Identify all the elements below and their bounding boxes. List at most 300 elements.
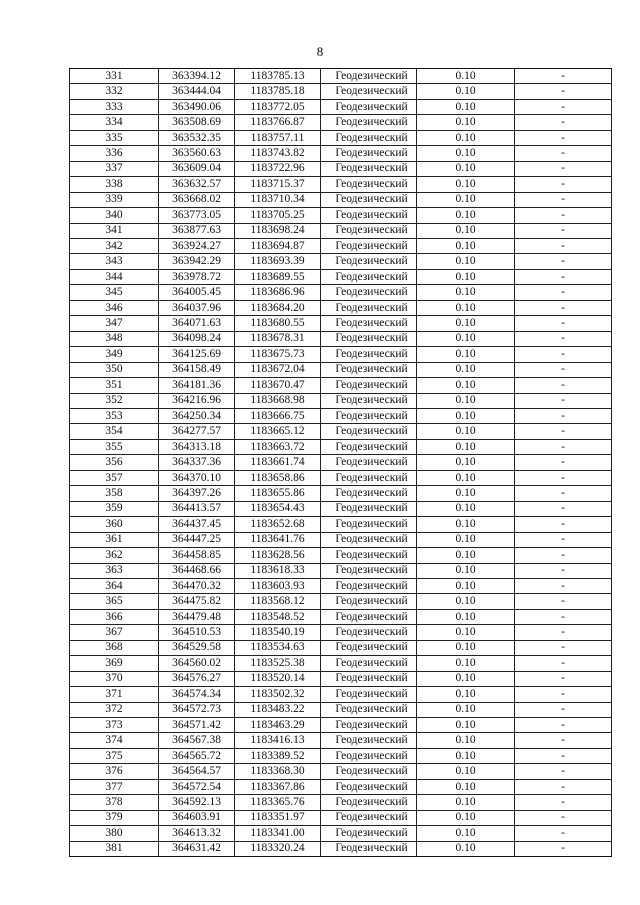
method-cell: Геодезический	[321, 69, 417, 84]
y-coordinate-cell: 1183722.96	[235, 161, 321, 176]
x-coordinate-cell: 364560.02	[159, 656, 235, 671]
y-coordinate-cell: 1183463.29	[235, 718, 321, 733]
point-number-cell: 363	[70, 563, 159, 578]
method-cell: Геодезический	[321, 532, 417, 547]
table-row	[70, 609, 612, 624]
point-number-cell: 370	[70, 671, 159, 686]
point-number-cell: 364	[70, 578, 159, 593]
table-row	[70, 439, 612, 454]
y-coordinate-cell: 1183686.96	[235, 285, 321, 300]
y-coordinate-cell: 1183351.97	[235, 810, 321, 825]
accuracy-cell: 0.10	[417, 594, 515, 609]
point-number-cell: 346	[70, 300, 159, 315]
page-number: 8	[316, 44, 324, 59]
coordinates-table-body	[70, 69, 612, 857]
point-number-cell: 354	[70, 424, 159, 439]
y-coordinate-cell: 1183666.75	[235, 408, 321, 423]
method-cell: Геодезический	[321, 748, 417, 763]
x-coordinate-cell: 363942.29	[159, 254, 235, 269]
y-coordinate-cell: 1183520.14	[235, 671, 321, 686]
x-coordinate-cell: 364567.38	[159, 733, 235, 748]
accuracy-cell: 0.10	[417, 841, 515, 856]
y-coordinate-cell: 1183689.55	[235, 269, 321, 284]
method-cell: Геодезический	[321, 408, 417, 423]
table-row	[70, 764, 612, 779]
description-cell: -	[515, 316, 612, 331]
y-coordinate-cell: 1183367.86	[235, 779, 321, 794]
y-coordinate-cell: 1183698.24	[235, 223, 321, 238]
point-number-cell: 372	[70, 702, 159, 717]
x-coordinate-cell: 364337.36	[159, 455, 235, 470]
table-row	[70, 748, 612, 763]
x-coordinate-cell: 364631.42	[159, 841, 235, 856]
accuracy-cell: 0.10	[417, 84, 515, 99]
point-number-cell: 341	[70, 223, 159, 238]
accuracy-cell: 0.10	[417, 269, 515, 284]
accuracy-cell: 0.10	[417, 656, 515, 671]
x-coordinate-cell: 363632.57	[159, 177, 235, 192]
accuracy-cell: 0.10	[417, 347, 515, 362]
accuracy-cell: 0.10	[417, 177, 515, 192]
table-row	[70, 548, 612, 563]
accuracy-cell: 0.10	[417, 130, 515, 145]
x-coordinate-cell: 364571.42	[159, 718, 235, 733]
point-number-cell: 374	[70, 733, 159, 748]
method-cell: Геодезический	[321, 455, 417, 470]
method-cell: Геодезический	[321, 733, 417, 748]
y-coordinate-cell: 1183678.31	[235, 331, 321, 346]
point-number-cell: 348	[70, 331, 159, 346]
y-coordinate-cell: 1183652.68	[235, 517, 321, 532]
description-cell: -	[515, 69, 612, 84]
method-cell: Геодезический	[321, 810, 417, 825]
y-coordinate-cell: 1183715.37	[235, 177, 321, 192]
method-cell: Геодезический	[321, 192, 417, 207]
table-row	[70, 702, 612, 717]
x-coordinate-cell: 364250.34	[159, 408, 235, 423]
method-cell: Геодезический	[321, 130, 417, 145]
y-coordinate-cell: 1183710.34	[235, 192, 321, 207]
method-cell: Геодезический	[321, 84, 417, 99]
description-cell: -	[515, 300, 612, 315]
accuracy-cell: 0.10	[417, 455, 515, 470]
description-cell: -	[515, 779, 612, 794]
point-number-cell: 355	[70, 439, 159, 454]
x-coordinate-cell: 364572.73	[159, 702, 235, 717]
point-number-cell: 334	[70, 115, 159, 130]
x-coordinate-cell: 363877.63	[159, 223, 235, 238]
accuracy-cell: 0.10	[417, 687, 515, 702]
description-cell: -	[515, 486, 612, 501]
accuracy-cell: 0.10	[417, 748, 515, 763]
description-cell: -	[515, 192, 612, 207]
method-cell: Геодезический	[321, 687, 417, 702]
accuracy-cell: 0.10	[417, 316, 515, 331]
accuracy-cell: 0.10	[417, 285, 515, 300]
description-cell: -	[515, 795, 612, 810]
description-cell: -	[515, 810, 612, 825]
x-coordinate-cell: 363924.27	[159, 238, 235, 253]
method-cell: Геодезический	[321, 161, 417, 176]
description-cell: -	[515, 671, 612, 686]
accuracy-cell: 0.10	[417, 795, 515, 810]
accuracy-cell: 0.10	[417, 439, 515, 454]
table-row	[70, 455, 612, 470]
y-coordinate-cell: 1183705.25	[235, 208, 321, 223]
x-coordinate-cell: 364592.13	[159, 795, 235, 810]
point-number-cell: 380	[70, 826, 159, 841]
accuracy-cell: 0.10	[417, 69, 515, 84]
description-cell: -	[515, 501, 612, 516]
method-cell: Геодезический	[321, 300, 417, 315]
table-row	[70, 501, 612, 516]
method-cell: Геодезический	[321, 362, 417, 377]
x-coordinate-cell: 364458.85	[159, 548, 235, 563]
x-coordinate-cell: 364413.57	[159, 501, 235, 516]
table-row	[70, 718, 612, 733]
description-cell: -	[515, 208, 612, 223]
method-cell: Геодезический	[321, 238, 417, 253]
y-coordinate-cell: 1183693.39	[235, 254, 321, 269]
method-cell: Геодезический	[321, 378, 417, 393]
y-coordinate-cell: 1183665.12	[235, 424, 321, 439]
method-cell: Геодезический	[321, 640, 417, 655]
point-number-cell: 371	[70, 687, 159, 702]
point-number-cell: 359	[70, 501, 159, 516]
point-number-cell: 335	[70, 130, 159, 145]
y-coordinate-cell: 1183661.74	[235, 455, 321, 470]
point-number-cell: 377	[70, 779, 159, 794]
y-coordinate-cell: 1183743.82	[235, 146, 321, 161]
accuracy-cell: 0.10	[417, 625, 515, 640]
accuracy-cell: 0.10	[417, 115, 515, 130]
point-number-cell: 342	[70, 238, 159, 253]
description-cell: -	[515, 161, 612, 176]
point-number-cell: 378	[70, 795, 159, 810]
method-cell: Геодезический	[321, 269, 417, 284]
description-cell: -	[515, 687, 612, 702]
table-row	[70, 84, 612, 99]
y-coordinate-cell: 1183654.43	[235, 501, 321, 516]
description-cell: -	[515, 223, 612, 238]
description-cell: -	[515, 640, 612, 655]
point-number-cell: 350	[70, 362, 159, 377]
accuracy-cell: 0.10	[417, 640, 515, 655]
x-coordinate-cell: 363560.63	[159, 146, 235, 161]
point-number-cell: 381	[70, 841, 159, 856]
point-number-cell: 345	[70, 285, 159, 300]
y-coordinate-cell: 1183663.72	[235, 439, 321, 454]
point-number-cell: 339	[70, 192, 159, 207]
table-row	[70, 69, 612, 84]
table-row	[70, 362, 612, 377]
point-number-cell: 368	[70, 640, 159, 655]
table-row	[70, 99, 612, 114]
x-coordinate-cell: 364529.58	[159, 640, 235, 655]
y-coordinate-cell: 1183684.20	[235, 300, 321, 315]
method-cell: Геодезический	[321, 177, 417, 192]
table-row	[70, 733, 612, 748]
point-number-cell: 379	[70, 810, 159, 825]
accuracy-cell: 0.10	[417, 254, 515, 269]
point-number-cell: 336	[70, 146, 159, 161]
description-cell: -	[515, 378, 612, 393]
table-row	[70, 594, 612, 609]
table-row	[70, 146, 612, 161]
accuracy-cell: 0.10	[417, 161, 515, 176]
y-coordinate-cell: 1183668.98	[235, 393, 321, 408]
x-coordinate-cell: 364158.49	[159, 362, 235, 377]
method-cell: Геодезический	[321, 779, 417, 794]
accuracy-cell: 0.10	[417, 424, 515, 439]
x-coordinate-cell: 364564.57	[159, 764, 235, 779]
description-cell: -	[515, 254, 612, 269]
accuracy-cell: 0.10	[417, 501, 515, 516]
table-row	[70, 810, 612, 825]
method-cell: Геодезический	[321, 254, 417, 269]
y-coordinate-cell: 1183658.86	[235, 470, 321, 485]
x-coordinate-cell: 364565.72	[159, 748, 235, 763]
method-cell: Геодезический	[321, 609, 417, 624]
description-cell: -	[515, 656, 612, 671]
method-cell: Геодезический	[321, 841, 417, 856]
x-coordinate-cell: 364475.82	[159, 594, 235, 609]
method-cell: Геодезический	[321, 393, 417, 408]
description-cell: -	[515, 702, 612, 717]
coordinates-table	[69, 68, 612, 857]
method-cell: Геодезический	[321, 656, 417, 671]
y-coordinate-cell: 1183568.12	[235, 594, 321, 609]
accuracy-cell: 0.10	[417, 331, 515, 346]
y-coordinate-cell: 1183694.87	[235, 238, 321, 253]
description-cell: -	[515, 563, 612, 578]
table-row	[70, 316, 612, 331]
description-cell: -	[515, 439, 612, 454]
x-coordinate-cell: 364181.36	[159, 378, 235, 393]
accuracy-cell: 0.10	[417, 300, 515, 315]
description-cell: -	[515, 748, 612, 763]
y-coordinate-cell: 1183785.18	[235, 84, 321, 99]
method-cell: Геодезический	[321, 439, 417, 454]
accuracy-cell: 0.10	[417, 733, 515, 748]
y-coordinate-cell: 1183548.52	[235, 609, 321, 624]
x-coordinate-cell: 364574.34	[159, 687, 235, 702]
x-coordinate-cell: 363444.04	[159, 84, 235, 99]
accuracy-cell: 0.10	[417, 408, 515, 423]
x-coordinate-cell: 364216.96	[159, 393, 235, 408]
table-row	[70, 687, 612, 702]
y-coordinate-cell: 1183785.13	[235, 69, 321, 84]
method-cell: Геодезический	[321, 347, 417, 362]
method-cell: Геодезический	[321, 548, 417, 563]
accuracy-cell: 0.10	[417, 609, 515, 624]
table-row	[70, 208, 612, 223]
x-coordinate-cell: 364098.24	[159, 331, 235, 346]
table-row	[70, 640, 612, 655]
description-cell: -	[515, 130, 612, 145]
description-cell: -	[515, 609, 612, 624]
point-number-cell: 358	[70, 486, 159, 501]
description-cell: -	[515, 517, 612, 532]
y-coordinate-cell: 1183525.38	[235, 656, 321, 671]
accuracy-cell: 0.10	[417, 578, 515, 593]
table-row	[70, 656, 612, 671]
description-cell: -	[515, 285, 612, 300]
x-coordinate-cell: 363773.05	[159, 208, 235, 223]
point-number-cell: 343	[70, 254, 159, 269]
x-coordinate-cell: 364510.53	[159, 625, 235, 640]
table-row	[70, 192, 612, 207]
y-coordinate-cell: 1183483.22	[235, 702, 321, 717]
x-coordinate-cell: 364470.32	[159, 578, 235, 593]
x-coordinate-cell: 364572.54	[159, 779, 235, 794]
table-row	[70, 223, 612, 238]
x-coordinate-cell: 363394.12	[159, 69, 235, 84]
point-number-cell: 365	[70, 594, 159, 609]
point-number-cell: 360	[70, 517, 159, 532]
point-number-cell: 373	[70, 718, 159, 733]
point-number-cell: 356	[70, 455, 159, 470]
accuracy-cell: 0.10	[417, 378, 515, 393]
point-number-cell: 366	[70, 609, 159, 624]
table-row	[70, 177, 612, 192]
table-row	[70, 470, 612, 485]
accuracy-cell: 0.10	[417, 718, 515, 733]
method-cell: Геодезический	[321, 486, 417, 501]
description-cell: -	[515, 177, 612, 192]
description-cell: -	[515, 548, 612, 563]
accuracy-cell: 0.10	[417, 764, 515, 779]
y-coordinate-cell: 1183416.13	[235, 733, 321, 748]
x-coordinate-cell: 364437.45	[159, 517, 235, 532]
description-cell: -	[515, 455, 612, 470]
table-row	[70, 517, 612, 532]
x-coordinate-cell: 363668.02	[159, 192, 235, 207]
description-cell: -	[515, 578, 612, 593]
description-cell: -	[515, 826, 612, 841]
table-row	[70, 115, 612, 130]
description-cell: -	[515, 733, 612, 748]
accuracy-cell: 0.10	[417, 192, 515, 207]
description-cell: -	[515, 841, 612, 856]
point-number-cell: 338	[70, 177, 159, 192]
x-coordinate-cell: 363508.69	[159, 115, 235, 130]
method-cell: Геодезический	[321, 285, 417, 300]
y-coordinate-cell: 1183675.73	[235, 347, 321, 362]
accuracy-cell: 0.10	[417, 702, 515, 717]
point-number-cell: 331	[70, 69, 159, 84]
table-row	[70, 532, 612, 547]
description-cell: -	[515, 146, 612, 161]
x-coordinate-cell: 364447.25	[159, 532, 235, 547]
method-cell: Геодезический	[321, 826, 417, 841]
point-number-cell: 352	[70, 393, 159, 408]
accuracy-cell: 0.10	[417, 470, 515, 485]
y-coordinate-cell: 1183365.76	[235, 795, 321, 810]
point-number-cell: 344	[70, 269, 159, 284]
table-row	[70, 254, 612, 269]
x-coordinate-cell: 363490.06	[159, 99, 235, 114]
description-cell: -	[515, 594, 612, 609]
accuracy-cell: 0.10	[417, 238, 515, 253]
y-coordinate-cell: 1183534.63	[235, 640, 321, 655]
y-coordinate-cell: 1183628.56	[235, 548, 321, 563]
description-cell: -	[515, 115, 612, 130]
table-row	[70, 238, 612, 253]
table-row	[70, 671, 612, 686]
method-cell: Геодезический	[321, 424, 417, 439]
method-cell: Геодезический	[321, 702, 417, 717]
point-number-cell: 332	[70, 84, 159, 99]
method-cell: Геодезический	[321, 501, 417, 516]
y-coordinate-cell: 1183766.87	[235, 115, 321, 130]
y-coordinate-cell: 1183680.55	[235, 316, 321, 331]
description-cell: -	[515, 424, 612, 439]
y-coordinate-cell: 1183320.24	[235, 841, 321, 856]
accuracy-cell: 0.10	[417, 393, 515, 408]
description-cell: -	[515, 331, 612, 346]
y-coordinate-cell: 1183772.05	[235, 99, 321, 114]
table-row	[70, 408, 612, 423]
point-number-cell: 361	[70, 532, 159, 547]
description-cell: -	[515, 269, 612, 284]
accuracy-cell: 0.10	[417, 99, 515, 114]
method-cell: Геодезический	[321, 563, 417, 578]
x-coordinate-cell: 364613.32	[159, 826, 235, 841]
point-number-cell: 369	[70, 656, 159, 671]
point-number-cell: 353	[70, 408, 159, 423]
x-coordinate-cell: 364037.96	[159, 300, 235, 315]
table-row	[70, 563, 612, 578]
method-cell: Геодезический	[321, 99, 417, 114]
point-number-cell: 376	[70, 764, 159, 779]
method-cell: Геодезический	[321, 625, 417, 640]
x-coordinate-cell: 364125.69	[159, 347, 235, 362]
table-row	[70, 378, 612, 393]
accuracy-cell: 0.10	[417, 810, 515, 825]
accuracy-cell: 0.10	[417, 826, 515, 841]
table-row	[70, 826, 612, 841]
y-coordinate-cell: 1183641.76	[235, 532, 321, 547]
point-number-cell: 351	[70, 378, 159, 393]
method-cell: Геодезический	[321, 795, 417, 810]
method-cell: Геодезический	[321, 594, 417, 609]
description-cell: -	[515, 470, 612, 485]
y-coordinate-cell: 1183655.86	[235, 486, 321, 501]
accuracy-cell: 0.10	[417, 208, 515, 223]
description-cell: -	[515, 238, 612, 253]
y-coordinate-cell: 1183757.11	[235, 130, 321, 145]
method-cell: Геодезический	[321, 517, 417, 532]
y-coordinate-cell: 1183672.04	[235, 362, 321, 377]
table-row	[70, 300, 612, 315]
point-number-cell: 340	[70, 208, 159, 223]
table-row	[70, 130, 612, 145]
method-cell: Геодезический	[321, 671, 417, 686]
description-cell: -	[515, 347, 612, 362]
table-row	[70, 841, 612, 856]
method-cell: Геодезический	[321, 316, 417, 331]
x-coordinate-cell: 364005.45	[159, 285, 235, 300]
table-row	[70, 269, 612, 284]
method-cell: Геодезический	[321, 115, 417, 130]
point-number-cell: 362	[70, 548, 159, 563]
description-cell: -	[515, 99, 612, 114]
point-number-cell: 349	[70, 347, 159, 362]
y-coordinate-cell: 1183368.30	[235, 764, 321, 779]
accuracy-cell: 0.10	[417, 532, 515, 547]
x-coordinate-cell: 364468.66	[159, 563, 235, 578]
